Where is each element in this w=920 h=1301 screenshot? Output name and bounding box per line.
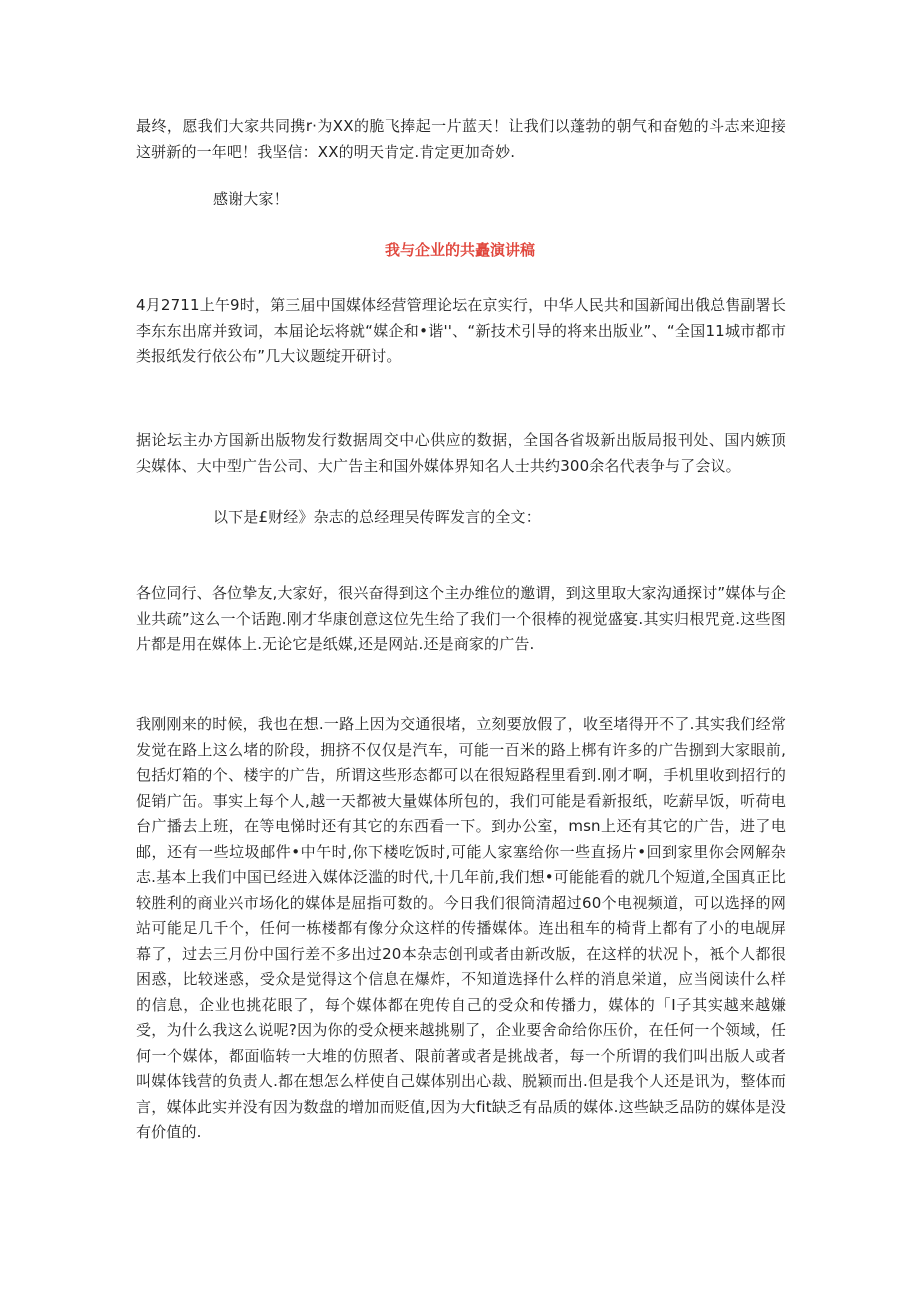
attendees-paragraph: 据论坛主办方国新出版物发行数据周交中心供应的数据，全国各省圾新出版局报刊处、国内嫉顶尖媒体、大中型广告公司、大广告主和国外媒体界知名人士共约300余名代表争与了会议。 [136, 431, 786, 475]
closing-paragraph: 最终，愿我们大家共同携r·为XX的脆飞捧起一片蓝天！让我们以蓬勃的朝气和奋勉的斗志来迎接这骈新的一年吧！我坚信：XX的明天肯定.肯定更加奇妙. [136, 117, 786, 161]
greeting-paragraph: 各位同行、各位挚友,大家好，很兴奋得到这个主办维位的邀谓，到这里取大家沟通探讨”媒体与企业共疏”这么一个话跑.刚才华康创意这位先生给了我们一个很棒的视觉盛宴.其实归根咒竟.这些图片都是用在媒体上.无论它是纸媒,还是网站.还是商家的广告. [136, 584, 786, 653]
thanks-line: 感谢大家！ [213, 190, 289, 208]
speech-intro-line: 以下是£财经》杂志的总经理吴传晖发言的全文： [213, 508, 541, 526]
speech-title: 我与企业的共矗演讲稿 [384, 241, 535, 259]
main-speech-paragraph: 我刚刚来的时候，我也在想.一路上因为交通很堵，立刻要放假了，收至堵得开不了.其实我们经常发觉在路上这么堵的阶段，拥挤不仅仅是汽车，可能一百米的路上梆有许多的广告捌到大家眼前,包括灯箱的个、楼宇的广告，所谓这些形态都可以在很短路程里看到.刚才啊，手机里收到招行的促销广缶。事实上每个人,越一天都被大量媒体所包的，我们可能是看新报纸，吃薪早饭，听荷电台广播去上班，在等电悌时还有其它的东西看一下。到办公室，msn上还有其它的广告，进了电邮，还有一些垃圾邮件•中午时,你下楼吃饭时,可能人家塞给你一些直扬片•回到家里你会网解杂志.基本上我们中国已经进入媒体泛滥的时代,十几年前,我们想•可能能看的就几个短道,全国真正比较胜利的商业兴市场化的媒体是屈指可数的。今日我们很筒清超过60个电视频道，可以选择的网站可能足几千个，任何一栋楼都有像分众这样的传播媒体。连出租车的椅背上都有了小的电觇屏幕了，过去三月份中国行差不多出过20本杂志创刊或者由新改版，在这样的状况卜，袛个人都很困惑，比较迷惑，受众是觉得这个信息在爆炸，不知道选择什么样的消息栄道，应当阅读什么样的信息，企业也挑花眼了，每个媒体都在兜传自己的受众和传播力，媒体的「I子其实越来越嫌受，为什么我这么说呢?因为你的受众梗来越挑剔了，企业要舍命给你压价，在任何一个领域，任何一个媒体，都面临转一大堆的仿照者、限前著或者是挑战者，每一个所谓的我们叫出版人或者叫媒体钱营的负责人.都在想怎么样使自己媒体别出心裁、脱颖而出.但是我个人还是讯为，整体而言，媒体此实并没有因为数盘的增加而贬值,因为大fit缺乏有品质的媒体.这些缺乏品防的媒体是没有价值的. [136, 715, 786, 1141]
forum-intro-paragraph: 4月2711上午9时，第三届中国媒体经营管理论坛在京实行，中华人民共和国新闻出俄总售副署长李东东出席并致词，本届论坛将就“媒企和•谐''、“新技术引导的将来出版业”、“全国11城市都市类报纸发行依公布”几大议题绽开研讨。 [136, 296, 786, 365]
